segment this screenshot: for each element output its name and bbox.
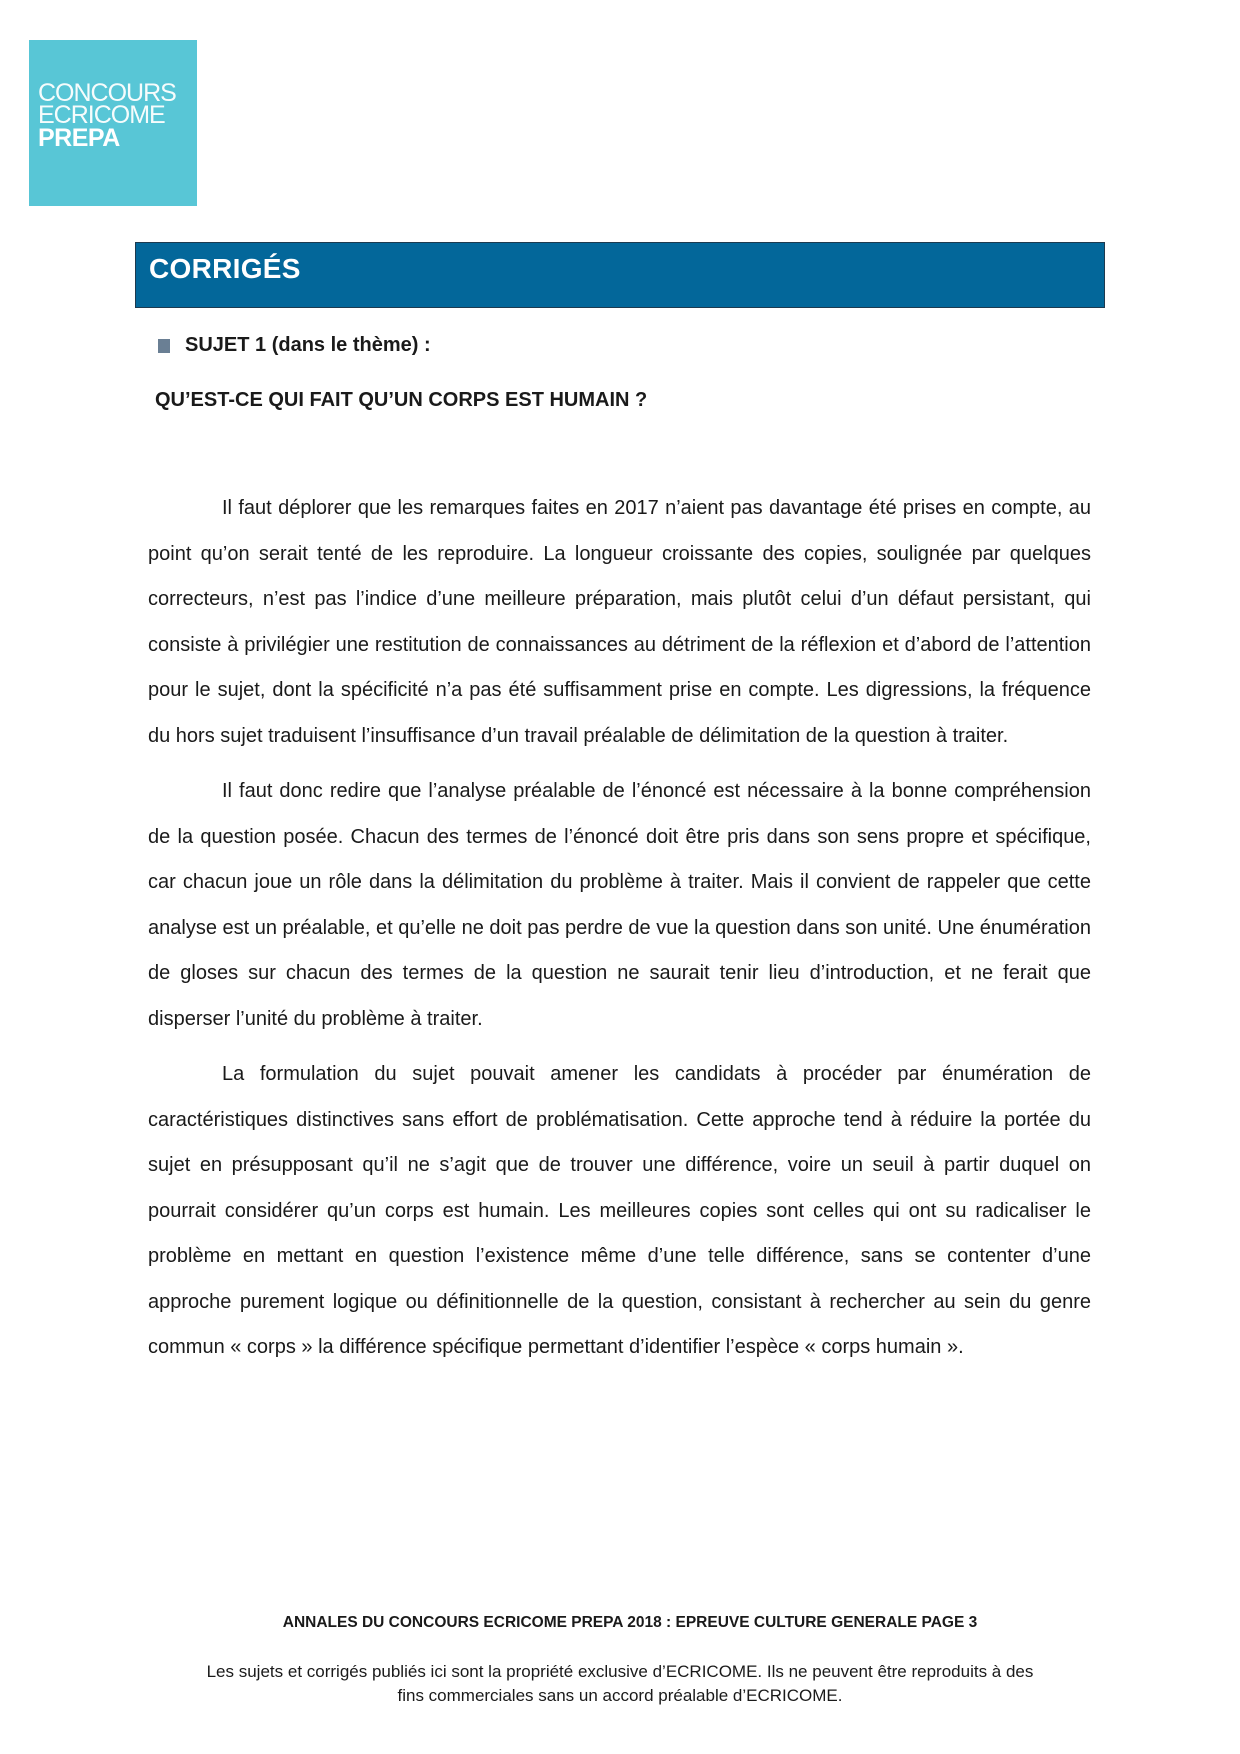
footer-copyright-note [150,1660,1090,1708]
subject-label: SUJET 1 (dans le thème) : [185,334,431,356]
logo-line-concours: CONCOURS [38,79,176,107]
report-body [148,486,1091,1381]
subject-heading [158,334,431,357]
paragraph: Il faut donc redire que l’analyse préalable de l’énoncé est nécessaire à la bonne compréhension de la question posée. Chacun des termes de l’énoncé doit être pris dans son sens propre et spécifique, car chacun joue un rôle dans la délimitation du problème à traiter. Mais il convient de rappeler que cette analyse est un préalable, et qu’elle ne doit pas perdre de vue la question dans son unité. Une énumération de gloses sur chacun des termes de la question ne saurait tenir lieu d’introduction, et ne ferait que disperser l’unité du problème à traiter. [148,780,1091,1030]
subject-question: QU’EST-CE QUI FAIT QU’UN CORPS EST HUMAIN ? [155,389,648,411]
footer-note-line: Les sujets et corrigés publiés ici sont la propriété exclusive d’ECRICOME. Ils ne peuvent être reproduits à des [206,1662,1034,1681]
footer-title: ANNALES DU CONCOURS ECRICOME PREPA 2018 : EPREUVE CULTURE GENERALE PAGE 3 [282,1614,978,1631]
ecricome-logo [29,40,197,206]
paragraph: Il faut déplorer que les remarques faites en 2017 n’aient pas davantage été prises en compte, au point qu’on serait tenté de les reproduire. La longueur croissante des copies, soulignée par quelques correcteurs, n’est pas l’indice d’une meilleure préparation, mais plutôt celui d’un défaut persistant, qui consiste à privilégier une restitution de connaissances au détriment de la réflexion et d’abord de l’attention pour le sujet, dont la spécificité n’a pas été suffisamment prise en compte. Les digressions, la fréquence du hors sujet traduisent l’insuffisance d’un travail préalable de délimitation de la question à traiter. [148,497,1091,747]
bullet-square-icon [158,339,170,353]
section-banner [135,242,1105,308]
footer-note-line: fins commerciales sans un accord préalable d’ECRICOME. [397,1686,843,1705]
paragraph: La formulation du sujet pouvait amener les candidats à procéder par énumération de caractéristiques distinctives sans effort de problématisation. Cette approche tend à réduire la portée du sujet en présupposant qu’il ne s’agit que de trouver une différence, voire un seuil à partir duquel on pourrait considérer qu’un corps est humain. Les meilleures copies sont celles qui ont su radicaliser le problème en mettant en question l’existence même d’une telle différence, sans se contenter d’une approche purement logique ou définitionnelle de la question, consistant à rechercher au sein du genre commun « corps » la différence spécifique permettant d’identifier l’espèce « corps humain ». [148,1063,1091,1358]
logo-line-prepa: PREPA [38,124,120,152]
section-title: CORRIGÉS [149,253,301,284]
logo-line-ecricome: ECRICOME [38,101,165,129]
